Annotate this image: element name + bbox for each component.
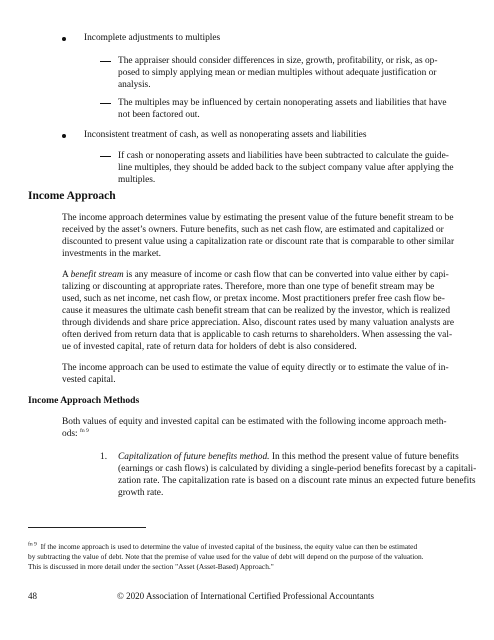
section-heading: Income Approach — [28, 190, 116, 202]
page-number: 48 — [28, 591, 37, 601]
footnote-divider — [28, 527, 146, 528]
numbered-line: growth rate. — [118, 488, 164, 498]
numbered-line: Capitalization of future benefits method. In this method the present value of future benefits — [118, 452, 459, 462]
paragraph-line: through dividends and share price appreciation. Also, discount rates used by many valuation analysts are — [62, 318, 455, 328]
subitem-line: The multiples may be influenced by certain nonoperating assets and liabilities that have — [118, 98, 447, 108]
paragraph-line: vested capital. — [62, 375, 116, 385]
paragraph-line: The income approach can be used to estimate the value of equity directly or to estimate the value of in- — [62, 363, 449, 373]
subitem-line: analysis. — [118, 80, 151, 90]
paragraph-line: often derived from return data that is applicable to cash returns to shareholders. When assessing the val- — [62, 330, 453, 340]
term-benefit-stream: benefit stream — [70, 270, 124, 280]
paragraph-line: talizing or discounting at appropriate rates. Therefore, more than one type of benefit stream may be — [62, 282, 435, 292]
footnote-line: This is discussed in more detail under the section "Asset (Asset-Based) Approach." — [28, 562, 274, 571]
bullet-text: Inconsistent treatment of cash, as well as nonoperating assets and liabilities — [84, 130, 367, 140]
list-number: 1. — [100, 452, 108, 462]
bullet-text: Incomplete adjustments to multiples — [84, 33, 221, 43]
paragraph-line: used, such as net income, net cash flow, or pretax income. Most practitioners prefer free cash flow be- — [62, 294, 445, 304]
paragraph-line: A benefit stream is any measure of income or cash flow that can be converted into value either by capi- — [62, 270, 449, 280]
paragraph-line: investments in the market. — [62, 249, 161, 259]
subitem-line: The appraiser should consider differences in size, growth, profitability, or risk, as op- — [118, 56, 438, 66]
numbered-line: (earnings or cash flows) is calculated by dividing a single-period benefits forecast by a capitali- — [118, 464, 477, 474]
subitem-line: posed to simply applying mean or median multiples without adequate justification or — [118, 68, 437, 78]
paragraph-line: The income approach determines value by estimating the present value of the future benefit stream to be — [62, 213, 454, 223]
subsection-heading: Income Approach Methods — [28, 395, 140, 406]
subitem-line: If cash or nonoperating assets and liabilities have been subtracted to calculate the guide- — [118, 151, 449, 161]
footnote-marker: fn 9 — [28, 541, 37, 548]
dash-icon — [100, 61, 111, 62]
subitem-line: not been factored out. — [118, 110, 200, 120]
paragraph-line: discounted to present value using a capitalization rate or discount rate that is comparable to other similar — [62, 237, 455, 247]
paragraph-line: cause it measures the ultimate cash benefit stream that can be realized by the investor, which is realized — [62, 306, 451, 316]
footnote-line: $^{fn 9}$ If the income approach is used to determine the value of invested capital of the business, the equity value can then be estimated — [28, 541, 418, 551]
subitem-line: multiples. — [118, 175, 156, 185]
method-title: Capitalization of future benefits method. — [118, 452, 270, 462]
bullet-icon — [62, 37, 66, 41]
paragraph-line: Both values of equity and invested capital can be estimated with the following income approach meth- — [62, 417, 447, 427]
footnote-ref[interactable]: fn 9 — [79, 427, 89, 434]
dash-icon — [100, 103, 111, 104]
paragraph-line: ue of invested capital, rate of return data for holders of debt is also considered. — [62, 342, 357, 352]
subitem-line: line multiples, they should be added back to the subject company value after applying the — [118, 163, 454, 173]
footnote-line: by subtracting the value of debt. Note that the premise of value used for the value of debt will depend on the purpose of the valuation. — [28, 552, 424, 561]
bullet-icon — [62, 134, 66, 138]
copyright: © 2020 Association of International Certified Professional Accountants — [117, 591, 375, 601]
numbered-line: zation rate. The capitalization rate is based on a discount rate minus an expected future benefits — [118, 476, 476, 486]
paragraph-line: received by the asset’s owners. Future benefits, such as net cash flow, are estimated and capitalized or — [62, 225, 444, 235]
paragraph-line: ods: $^{fn 9}$ — [62, 427, 89, 439]
dash-icon — [100, 156, 111, 157]
